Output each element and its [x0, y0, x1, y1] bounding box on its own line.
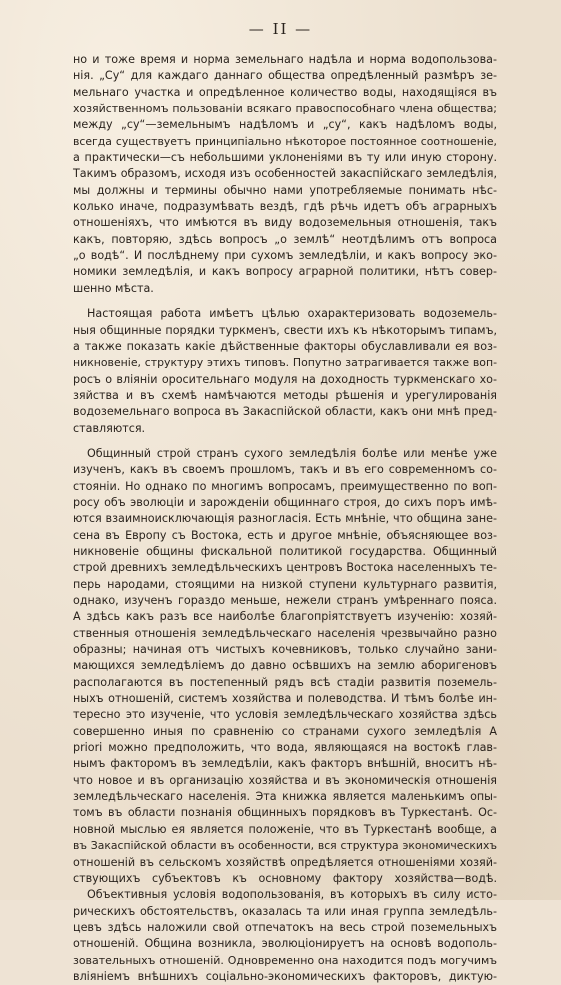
paragraph	[73, 52, 497, 297]
text-line: мающихся земледѣліемъ до давно осѣвшихъ на землю аборигеновъ	[73, 659, 497, 673]
text-line: зовательныхъ отношеній. Одновременно она находится подъ могучимъ	[73, 953, 497, 967]
text-line: изученъ, какъ въ своемъ прошломъ, такъ и въ его современномъ со-	[73, 463, 497, 477]
text-line: ственныя отношенія земледѣльческаго населенія чрезвычайно разно	[73, 626, 497, 640]
text-line: томъ въ области познанія общинныхъ порядковъ въ Туркестанѣ. Ос-	[73, 806, 497, 820]
text-line: а также показать какіе дѣйственные факторы обуславливали ея воз-	[73, 339, 497, 353]
text-line: строй древнихъ земледѣльческихъ центровъ Востока населенныхъ те-	[73, 561, 497, 575]
text-line: Общинный строй странъ сухого земледѣлія болѣе или менѣе уже	[87, 446, 497, 460]
text-line: никновеніе общины фискальной политикой государства. Общинный	[73, 544, 497, 558]
text-line: земледѣльческаго населенія. Эта книжка является маленькимъ опы-	[73, 790, 497, 804]
text-line: никновеніе, структуру этихъ типовъ. Попутно затрагивается также воп-	[73, 356, 497, 370]
text-line: сена въ Европу съ Востока, есть и другое мнѣніе, объясняющее воз-	[73, 528, 497, 542]
text-line: мельнаго участка и опредѣленное количество воды, находящіяся въ	[73, 85, 497, 99]
page-number: — II —	[248, 20, 313, 38]
text-line: Такимъ образомъ, исходя изъ особенностей закаспійскаго земледѣлія,	[73, 167, 497, 181]
text-line: ются взаимноисключающія разногласія. Есть мнѣніе, что община зане-	[73, 512, 497, 526]
text-line: „о водѣ“. И послѣднему при сухомъ земледѣліи, и какъ вопросу эко-	[73, 249, 497, 263]
text-line: тересно это изученіе, что условія земледѣльческаго хозяйства здѣсь	[73, 708, 497, 722]
text-line: ставляются.	[73, 421, 146, 435]
text-line: совершенно иныя по сравненію со странами сухого земледѣлія А	[73, 724, 497, 738]
text-line: мы должны и термины обычно нами употребляемые понимать нѣс-	[73, 183, 497, 197]
text-line: между „су“—земельнымъ надѣломъ и „су“, какъ надѣломъ воды,	[73, 118, 497, 132]
paragraph	[73, 306, 497, 437]
text-line: стояніи. Но однако по многимъ вопросамъ, преимущественно по воп-	[73, 479, 497, 493]
text-line: въ Закаспійской области въ особенности, вся структура экономическихъ	[73, 839, 497, 853]
text-line: какъ, повторяю, здѣсь вопросъ „о землѣ“ неотдѣлимъ отъ вопроса	[73, 232, 497, 246]
text-line: всегда существуетъ принципіально нѣкоторое постоянное соотношеніе,	[73, 134, 497, 148]
text-line: колько иначе, подразумѣвать вездѣ, гдѣ рѣчь идетъ объ аграрныхъ	[73, 200, 497, 214]
text-line: ныя общинные порядки туркменъ, свести ихъ къ нѣкоторымъ типамъ,	[73, 323, 497, 337]
text-line: нымъ факторомъ въ земледѣліи, какъ факторъ внѣшній, вноситъ нѣ-	[73, 757, 497, 771]
text-line: а практически—съ небольшими уклоненіями въ ту или иную сторону.	[73, 151, 497, 165]
text-line: номики земледѣлія, и какъ вопросу аграрной политики, нѣтъ совер-	[73, 265, 497, 279]
text-line: хозяйственномъ пользованіи всякаго правоспособнаго члена общества;	[73, 102, 497, 116]
text-line: зяйства и въ схемѣ намѣчаются методы рѣшенія и урегулированія	[73, 388, 497, 402]
text-line: нія. „Су“ для каждаго даннаго общества опредѣленный размѣръ зе-	[73, 69, 497, 83]
text-line: однако, изученъ гораздо меньше, нежели странъ умѣреннаго пояса.	[73, 594, 497, 607]
body-text	[73, 52, 497, 985]
text-line: водоземельнаго вопроса въ Закаспійской области, какъ они мнѣ пред-	[73, 405, 497, 419]
text-line: рическихъ обстоятельствъ, оказалась та или иная группа земледѣль-	[73, 904, 497, 918]
paragraph	[73, 446, 497, 887]
text-line: вліяніемъ внѣшнихъ соціально-экономическихъ факторовъ, диктую-	[73, 969, 497, 983]
paragraph	[73, 887, 497, 985]
text-line: росу объ эволюціи и зарожденіи общиннаго строя, до сихъ поръ имѣ-	[73, 495, 497, 509]
text-line: отношеній. Община возникла, эволюціонируетъ на основѣ водополь-	[73, 937, 497, 951]
text-line: Объективныя условія водопользованія, въ которыхъ въ силу исто-	[87, 888, 497, 902]
text-line: новной мыслью ея является положеніе, что въ Туркестанѣ вообще, а	[73, 822, 497, 836]
text-line: priori можно предположить, что вода, являющаяся на востокѣ глав-	[73, 741, 497, 755]
text-line: росъ о вліяніи оросительнаго модуля на доходность туркменскаго хо-	[73, 372, 497, 386]
paragraph-gap	[73, 297, 497, 306]
text-line: ныхъ отношеній, системъ хозяйства и полеводства. И тѣмъ болѣе ин-	[73, 692, 497, 706]
text-line: шенно мѣста.	[73, 281, 154, 295]
paragraph-gap	[73, 437, 497, 446]
text-line: Настоящая работа имѣетъ цѣлью охарактеризовать водоземель-	[87, 307, 497, 321]
text-line: но и тоже время и норма земельнаго надѣла и норма водопользова-	[73, 53, 497, 66]
text-line: что новое и въ организацію хозяйства и въ экономическія отношенія	[73, 773, 497, 787]
text-line: ствующихъ субъектовъ къ основному фактору хозяйства—водѣ.	[73, 871, 497, 885]
text-line: отношеніяхъ, что имѣются въ виду водоземельныя отношенія, такъ	[73, 216, 497, 230]
text-line: А здѣсь какъ разъ все наиболѣе благопріятствуетъ изученію: хозяй-	[73, 610, 497, 624]
text-line: отношеній въ сельскомъ хозяйствѣ опредѣляется отношеніями хозяй-	[73, 855, 497, 869]
text-line: цевъ здѣсь наложили свой отпечатокъ на весь строй поземельныхъ	[73, 920, 497, 934]
text-line: перь народами, стоящими на низкой ступени культурнаго развитія,	[73, 577, 497, 591]
text-line: образны; начиная отъ чистыхъ кочевниковъ, только случайно зани-	[73, 643, 497, 657]
text-line: располагаются въ постепенный рядъ всѣ стадіи развитія поземель-	[73, 675, 497, 689]
